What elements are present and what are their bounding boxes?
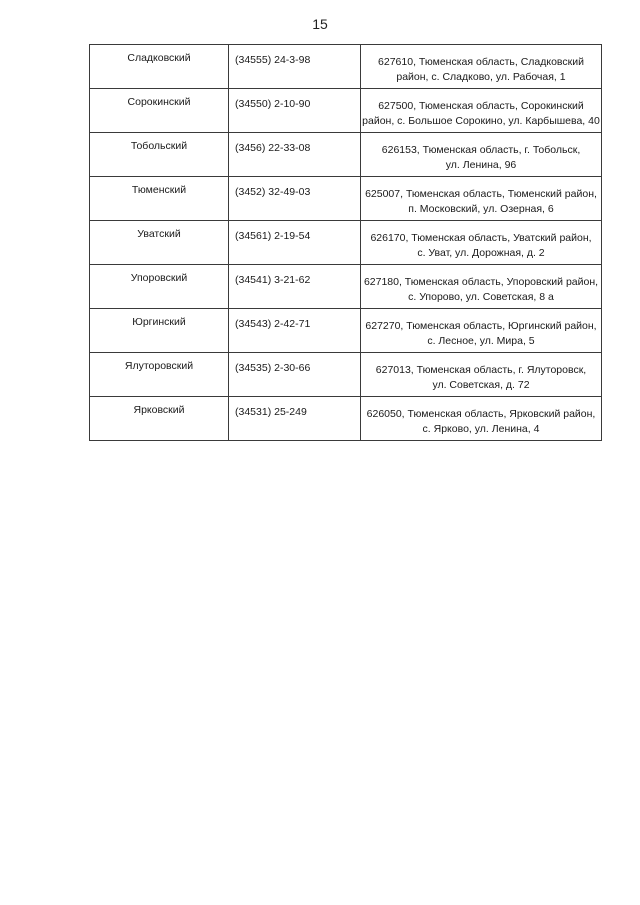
address-line: 626050, Тюменская область, Ярковский район, bbox=[366, 408, 596, 420]
address-line: 626153, Тюменская область, г. Тобольск, bbox=[381, 144, 581, 156]
table-row bbox=[90, 177, 602, 221]
address-line: ул. Ленина, 96 bbox=[445, 159, 517, 171]
table-row bbox=[90, 397, 602, 441]
postal-address bbox=[361, 265, 602, 309]
district-name: Упоровский bbox=[90, 265, 229, 309]
postal-address bbox=[361, 353, 602, 397]
table-row bbox=[90, 265, 602, 309]
table-row bbox=[90, 133, 602, 177]
phone-number: (34550) 2-10-90 bbox=[229, 89, 361, 133]
address-line: 627270, Тюменская область, Юргинский район, bbox=[365, 320, 597, 332]
address-line: с. Лесное, ул. Мира, 5 bbox=[427, 335, 535, 347]
phone-number: (3456) 22-33-08 bbox=[229, 133, 361, 177]
address-line: ул. Советская, д. 72 bbox=[432, 379, 530, 391]
address-line: 627500, Тюменская область, Сорокинский bbox=[378, 100, 584, 112]
table-row bbox=[90, 221, 602, 265]
address-line: п. Московский, ул. Озерная, 6 bbox=[408, 203, 554, 215]
address-line: 627610, Тюменская область, Сладковский bbox=[378, 56, 584, 68]
address-line: район, с. Большое Сорокино, ул. Карбышева, 40 bbox=[362, 115, 600, 127]
district-contacts-table bbox=[89, 44, 602, 441]
phone-number: (3452) 32-49-03 bbox=[229, 177, 361, 221]
address-line: с. Уват, ул. Дорожная, д. 2 bbox=[417, 247, 545, 259]
table-row bbox=[90, 309, 602, 353]
phone-number: (34561) 2-19-54 bbox=[229, 221, 361, 265]
address-line: 626170, Тюменская область, Уватский район, bbox=[370, 232, 592, 244]
table-row bbox=[90, 89, 602, 133]
district-name: Ярковский bbox=[90, 397, 229, 441]
address-line: 625007, Тюменская область, Тюменский район, bbox=[365, 188, 597, 200]
address-line: с. Упорово, ул. Советская, 8 а bbox=[408, 291, 554, 303]
phone-number: (34541) 3-21-62 bbox=[229, 265, 361, 309]
address-line: 627013, Тюменская область, г. Ялуторовск, bbox=[375, 364, 587, 376]
district-name: Ялуторовский bbox=[90, 353, 229, 397]
district-name: Тобольский bbox=[90, 133, 229, 177]
district-name: Юргинский bbox=[90, 309, 229, 353]
district-name: Уватский bbox=[90, 221, 229, 265]
postal-address bbox=[361, 177, 602, 221]
phone-number: (34555) 24-3-98 bbox=[229, 45, 361, 89]
district-name: Тюменский bbox=[90, 177, 229, 221]
phone-number: (34535) 2-30-66 bbox=[229, 353, 361, 397]
district-name: Сладковский bbox=[90, 45, 229, 89]
address-line: с. Ярково, ул. Ленина, 4 bbox=[422, 423, 540, 435]
postal-address bbox=[361, 45, 602, 89]
postal-address bbox=[361, 221, 602, 265]
address-line: 627180, Тюменская область, Упоровский район, bbox=[363, 276, 599, 288]
postal-address bbox=[361, 89, 602, 133]
postal-address bbox=[361, 397, 602, 441]
table-row bbox=[90, 353, 602, 397]
phone-number: (34543) 2-42-71 bbox=[229, 309, 361, 353]
table-row bbox=[90, 45, 602, 89]
postal-address bbox=[361, 133, 602, 177]
phone-number: (34531) 25-249 bbox=[229, 397, 361, 441]
postal-address bbox=[361, 309, 602, 353]
table-body bbox=[90, 45, 602, 441]
district-name: Сорокинский bbox=[90, 89, 229, 133]
address-line: район, с. Сладково, ул. Рабочая, 1 bbox=[396, 71, 566, 83]
page-number: 15 bbox=[312, 16, 328, 32]
